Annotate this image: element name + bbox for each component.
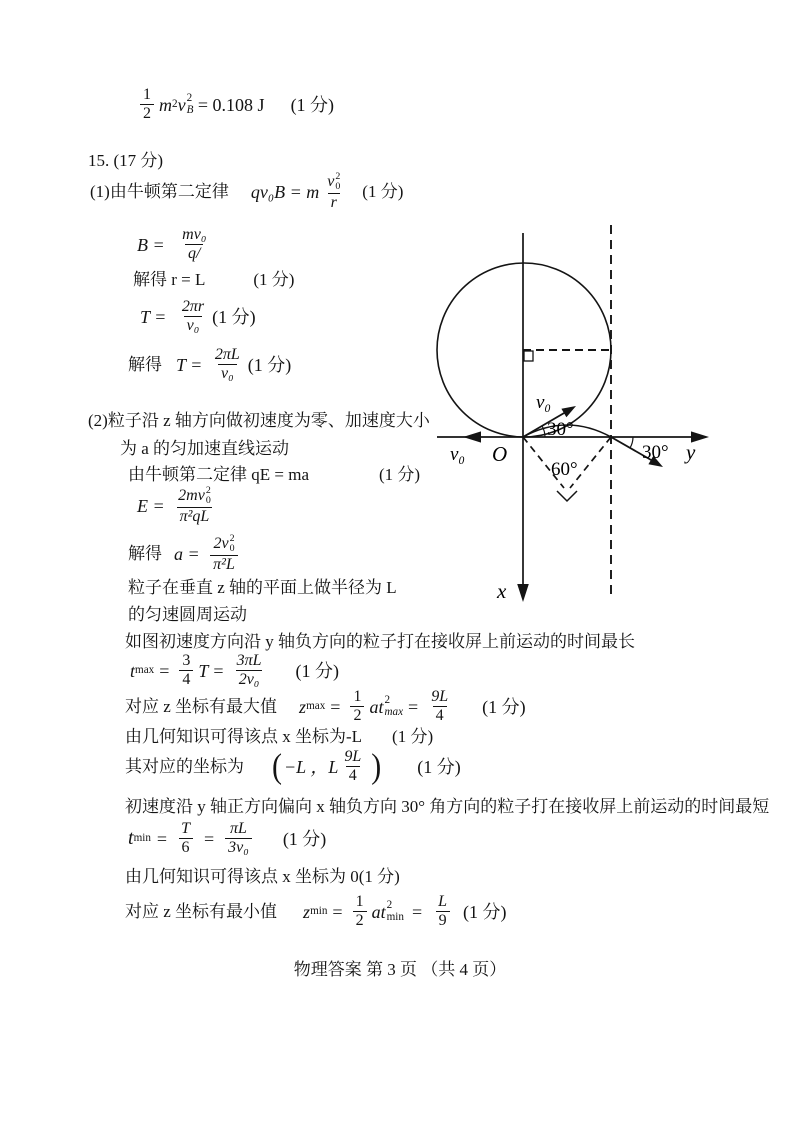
body-text: 粒子在垂直 z 轴的平面上做半径为 L bbox=[128, 578, 397, 597]
score-mark: (1 分) bbox=[482, 696, 526, 717]
frac-den: π²qL bbox=[177, 507, 213, 526]
fraction bbox=[178, 820, 193, 858]
superscript: 2 bbox=[186, 92, 193, 105]
frac-den: r bbox=[328, 193, 340, 212]
intro-text: (1)由牛顿第二定律 bbox=[90, 182, 229, 202]
frac-den: 4 bbox=[433, 706, 447, 725]
vertex-angle-mark-icon bbox=[557, 491, 577, 501]
symbol-v: v bbox=[327, 173, 335, 191]
body-text: 由几何知识可得该点 x 坐标为 0 bbox=[125, 867, 359, 886]
symbol-m: m bbox=[159, 94, 172, 115]
solve-r-line bbox=[133, 269, 294, 290]
frac-num: L bbox=[438, 893, 448, 910]
subscript: B bbox=[186, 103, 194, 116]
superscript: 2 bbox=[386, 899, 393, 912]
solve-acceleration-line bbox=[128, 534, 243, 574]
fraction bbox=[341, 748, 364, 786]
frac-num: 1 bbox=[353, 688, 362, 705]
angle-30-screen-label: 30° bbox=[642, 442, 669, 463]
score-mark: (1 分) bbox=[247, 354, 292, 375]
v0-left-label: v₀ bbox=[450, 444, 466, 465]
part2-intro-line1 bbox=[88, 410, 430, 431]
frac-den: 2v₀ bbox=[236, 670, 263, 689]
superscript: 2 bbox=[205, 485, 211, 496]
frac-den: v₀ bbox=[184, 316, 203, 335]
label-text: 对应 z 坐标有最大值 bbox=[125, 697, 278, 717]
equals-sign: = bbox=[332, 901, 343, 922]
score-mark: (1 分) bbox=[362, 182, 404, 202]
score-mark: (1 分) bbox=[253, 270, 295, 289]
symbol-t: t bbox=[130, 660, 136, 681]
open-paren: ( bbox=[272, 747, 282, 786]
equals-sign: = bbox=[411, 901, 423, 922]
origin-label: O bbox=[492, 442, 508, 466]
score-mark: (1 分) bbox=[379, 465, 421, 484]
angle-30-origin-label: 30° bbox=[547, 419, 574, 440]
coordinate-values: −L ，L bbox=[284, 756, 339, 777]
symbol-t: t bbox=[128, 827, 134, 850]
equals-sign: = bbox=[330, 696, 341, 717]
equals-sign: = bbox=[213, 660, 224, 681]
body-text: 如图初速度方向沿 y 轴负方向的粒子打在接收屏上前运动的时间最长 bbox=[125, 632, 635, 651]
sup-sub-stack bbox=[335, 172, 340, 193]
body-text: 由牛顿第二定律 qE = ma bbox=[128, 465, 309, 484]
sup-sub-stack bbox=[384, 695, 403, 718]
body-text: (2)粒子沿 z 轴方向做初速度为零、加速度大小 bbox=[88, 411, 430, 430]
fraction bbox=[179, 652, 193, 690]
subscript: max bbox=[135, 663, 155, 676]
close-paren: ) bbox=[371, 747, 382, 786]
fraction bbox=[210, 534, 238, 574]
equation-lhs: qv₀B = m bbox=[250, 181, 320, 202]
circular-motion-line2 bbox=[128, 604, 247, 625]
zmin-formula bbox=[125, 893, 507, 931]
fraction bbox=[234, 652, 265, 690]
electric-field-formula bbox=[137, 486, 219, 526]
angle-arc-screen-point bbox=[630, 437, 633, 448]
symbol-v: v bbox=[177, 94, 186, 115]
subscript: 0 bbox=[335, 181, 341, 193]
symbol-v: v bbox=[221, 535, 229, 553]
geometry-xmin-line bbox=[125, 866, 400, 887]
frac-num: T bbox=[181, 820, 190, 837]
symbol-a: a bbox=[369, 696, 379, 717]
part2-intro-line2 bbox=[120, 438, 289, 459]
tmin-formula bbox=[128, 820, 326, 858]
question-15-heading bbox=[88, 150, 163, 171]
x-axis-label: x bbox=[497, 579, 507, 603]
fraction bbox=[324, 172, 343, 212]
fraction bbox=[179, 226, 209, 264]
equals-sign: = bbox=[156, 828, 168, 849]
score-mark: (1 分) bbox=[282, 828, 327, 849]
body-text: 由几何知识可得该点 x 坐标为-L bbox=[125, 727, 363, 746]
solution-text: 解得 r = L bbox=[133, 270, 206, 289]
frac-den: 4 bbox=[346, 766, 360, 785]
subscript: 0 bbox=[205, 495, 211, 507]
symbol-T: T bbox=[198, 660, 209, 681]
frac-num: mv₀ bbox=[182, 226, 207, 243]
frac-num bbox=[175, 486, 214, 507]
circular-motion-line1 bbox=[128, 577, 397, 598]
x-axis-arrowhead-icon bbox=[517, 584, 529, 602]
body-text: 为 a 的匀加速直线运动 bbox=[120, 439, 290, 458]
zmax-formula bbox=[125, 688, 526, 726]
coefficient: 2m bbox=[178, 487, 198, 505]
body-text: 的匀速圆周运动 bbox=[128, 605, 247, 624]
frac-den: π²L bbox=[210, 555, 238, 574]
kinetic-energy-formula bbox=[135, 86, 334, 124]
solve-period-line bbox=[128, 346, 291, 384]
score-mark: (1 分) bbox=[463, 901, 507, 922]
sup-sub-stack bbox=[206, 486, 211, 507]
subscript: max bbox=[306, 699, 326, 712]
frac-num: 1 bbox=[355, 893, 364, 910]
frac-num bbox=[324, 172, 343, 193]
equation-rhs: = 0.108 J bbox=[193, 94, 265, 115]
equation-lhs: T = bbox=[140, 306, 171, 327]
equation-lhs: B = bbox=[137, 234, 170, 255]
v0-vector-label: v₀ bbox=[536, 392, 552, 413]
coordinate-line bbox=[125, 748, 461, 786]
equation-lhs: T = bbox=[176, 354, 207, 375]
fraction bbox=[435, 893, 450, 931]
superscript: 2 bbox=[335, 171, 341, 182]
fraction bbox=[353, 893, 367, 931]
score-mark: (1 分) bbox=[212, 306, 256, 327]
score-mark: (1 分) bbox=[358, 867, 400, 886]
fraction bbox=[140, 86, 154, 124]
longest-time-description bbox=[125, 631, 635, 652]
fraction bbox=[179, 298, 207, 336]
score-mark: (1 分) bbox=[392, 727, 434, 746]
shortest-time-description bbox=[125, 796, 769, 817]
label-text: 其对应的坐标为 bbox=[125, 757, 244, 777]
page-footer bbox=[0, 955, 800, 980]
symbol-v: v bbox=[197, 487, 205, 505]
superscript: 2 bbox=[384, 694, 391, 707]
v0-vector-arrowhead-icon bbox=[561, 406, 576, 417]
fraction bbox=[428, 688, 451, 726]
score-mark: (1 分) bbox=[295, 660, 339, 681]
subscript: 2 bbox=[172, 97, 178, 110]
frac-den: q/ bbox=[185, 244, 203, 263]
y-axis-label: y bbox=[686, 440, 696, 464]
fraction bbox=[350, 688, 364, 726]
frac-num: 9L bbox=[431, 688, 449, 705]
fraction bbox=[212, 346, 243, 384]
equals-sign: = bbox=[408, 696, 419, 717]
frac-num: 3πL bbox=[236, 652, 262, 669]
sup-sub-stack bbox=[230, 534, 235, 555]
equation-lhs: E = bbox=[137, 495, 170, 516]
frac-den: 2 bbox=[140, 104, 154, 123]
equation-lhs: a = bbox=[174, 543, 205, 564]
subscript: max bbox=[384, 705, 404, 718]
score-mark: (1 分) bbox=[290, 94, 335, 115]
solution-prefix: 解得 bbox=[128, 544, 162, 564]
body-text: 初速度沿 y 轴正方向偏向 x 轴负方向 30° 角方向的粒子打在接收屏上前运动的时间最短 bbox=[125, 797, 770, 816]
symbol-t: t bbox=[378, 696, 384, 717]
frac-den: 3v₀ bbox=[225, 838, 252, 857]
score-mark: (1 分) bbox=[417, 756, 461, 777]
frac-num: πL bbox=[230, 820, 247, 837]
frac-num: 9L bbox=[344, 748, 362, 765]
equals-sign: = bbox=[203, 828, 215, 849]
superscript: 2 bbox=[229, 533, 235, 544]
sup-sub-stack bbox=[187, 93, 194, 116]
equals-sign: = bbox=[159, 660, 170, 681]
symbol-t: t bbox=[380, 901, 386, 922]
frac-den: 2 bbox=[350, 706, 364, 725]
subscript: min bbox=[310, 904, 328, 917]
right-angle-mark-icon bbox=[524, 351, 533, 361]
symbol-z: z bbox=[299, 696, 307, 717]
period-formula bbox=[140, 298, 256, 336]
part1-newton-law-line bbox=[90, 172, 403, 212]
fraction bbox=[175, 486, 214, 526]
frac-den: 4 bbox=[179, 670, 193, 689]
frac-den: v₀ bbox=[218, 364, 237, 383]
physics-diagram bbox=[430, 220, 720, 620]
frac-num: 2πL bbox=[214, 346, 240, 363]
frac-den: 9 bbox=[436, 911, 450, 930]
tmax-formula bbox=[130, 652, 339, 690]
heading-text: 15. (17 分) bbox=[88, 151, 164, 170]
geometry-xmax-line bbox=[125, 726, 433, 747]
coefficient: 2 bbox=[213, 535, 222, 553]
frac-num: 2πr bbox=[181, 298, 205, 315]
label-text: 对应 z 坐标有最小值 bbox=[125, 902, 278, 922]
frac-num bbox=[210, 534, 237, 555]
solution-prefix: 解得 bbox=[128, 355, 162, 375]
frac-num: 1 bbox=[143, 86, 151, 103]
frac-num: 3 bbox=[182, 652, 191, 669]
symbol-z: z bbox=[303, 901, 311, 922]
fraction bbox=[225, 820, 252, 858]
footer-text: 物理答案 第 3 页 （共 4 页） bbox=[293, 960, 507, 979]
frac-den: 6 bbox=[179, 838, 193, 857]
frac-den: 2 bbox=[353, 911, 367, 930]
symbol-a: a bbox=[371, 901, 381, 922]
v0-left-arrowhead-icon bbox=[463, 431, 481, 442]
sup-sub-stack bbox=[387, 900, 404, 923]
magnetic-field-formula bbox=[137, 226, 214, 264]
angle-60-label: 60° bbox=[551, 459, 578, 480]
part2-newton-line bbox=[128, 464, 420, 485]
subscript: min bbox=[133, 831, 151, 844]
subscript: min bbox=[386, 910, 404, 923]
subscript: 0 bbox=[229, 543, 235, 555]
